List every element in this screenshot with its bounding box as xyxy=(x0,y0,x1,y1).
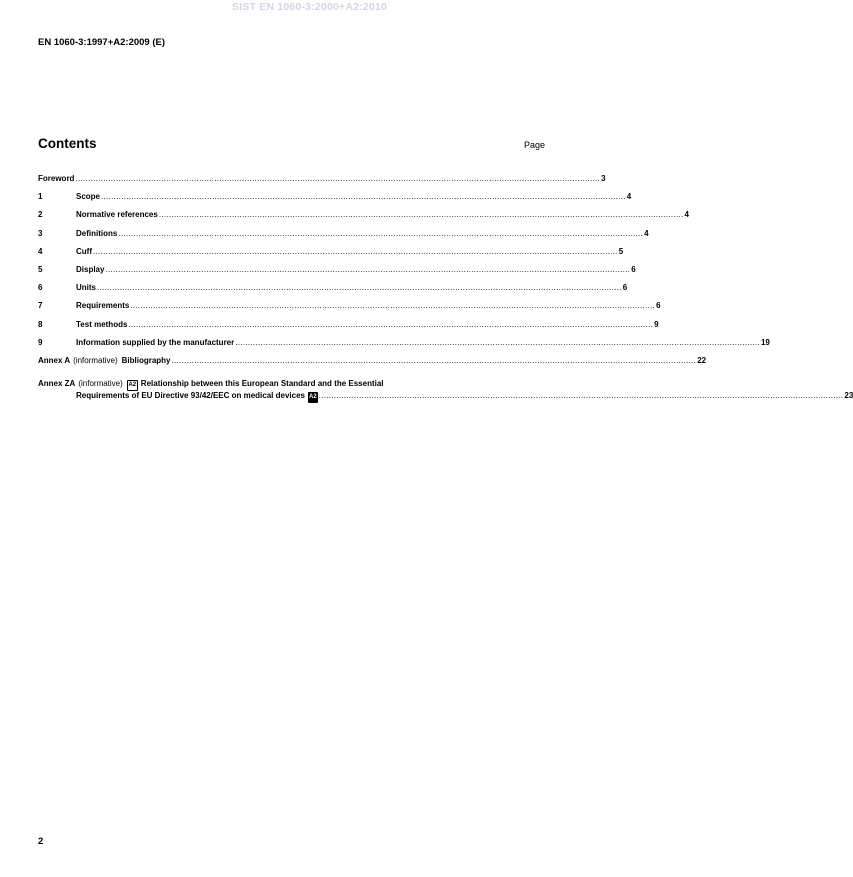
dot-leader: ................................................................................................................................................................................................................ xyxy=(101,192,626,202)
dot-leader: ................................................................................................................................................................................................................ xyxy=(75,174,601,183)
toc-entry-page: 4 xyxy=(626,192,632,202)
toc-entry-page: 22 xyxy=(697,355,707,365)
toc-entry-page: 23 xyxy=(844,391,853,401)
toc-entry-clause[interactable] xyxy=(38,210,689,228)
watermark: SIST EN 1060-3:2000+A2:2010 xyxy=(231,1,388,13)
toc-entry-title: Units xyxy=(76,283,96,293)
contents-heading: Contents xyxy=(38,136,97,151)
dot-leader: ................................................................................................................................................................................................................ xyxy=(97,283,622,293)
toc-entry-title: Display xyxy=(76,264,105,274)
dot-leader: ................................................................................................................................................................................................................ xyxy=(93,246,618,256)
dot-leader: ................................................................................................................................................................................................................ xyxy=(130,301,656,311)
toc-entry-clause[interactable] xyxy=(38,264,636,283)
dot-leader: ................................................................................................................................................................................................................ xyxy=(318,391,844,401)
toc-entry-annex-za[interactable] xyxy=(38,379,853,403)
toc-entry-title: Requirements xyxy=(76,301,130,311)
toc-entry-title: Normative references xyxy=(76,210,158,220)
toc-entry-title: Foreword xyxy=(38,174,75,183)
table-of-contents xyxy=(38,174,853,403)
toc-entry-title: Information supplied by the manufacturer xyxy=(76,337,235,347)
toc-entry-title: Cuff xyxy=(76,246,92,256)
toc-entry-title: Test methods xyxy=(76,319,128,329)
dot-leader: ................................................................................................................................................................................................................ xyxy=(105,264,631,274)
page-number: 2 xyxy=(38,836,44,847)
annex-label: Annex ZA xyxy=(38,379,76,389)
page-column-label: Page xyxy=(523,140,545,150)
toc-entry-page: 6 xyxy=(656,301,661,311)
dot-leader: ................................................................................................................................................................................................................ xyxy=(235,337,760,347)
toc-entry-clause[interactable] xyxy=(38,319,659,338)
toc-entry-page: 4 xyxy=(644,228,649,238)
toc-entry-page: 3 xyxy=(601,174,606,183)
document-identifier: EN 1060-3:1997+A2:2009 (E) xyxy=(38,37,166,48)
dot-leader: ................................................................................................................................................................................................................ xyxy=(158,210,684,220)
toc-entry-clause[interactable] xyxy=(38,337,770,356)
toc-entry-number: 3 xyxy=(38,228,43,238)
toc-entry-number: 1 xyxy=(38,192,43,202)
toc-entry-title: Scope xyxy=(76,192,101,202)
toc-entry-number: 4 xyxy=(38,246,43,256)
toc-entry-page: 6 xyxy=(631,264,636,274)
toc-entry-clause[interactable] xyxy=(38,301,661,319)
dot-leader: ................................................................................................................................................................................................................ xyxy=(128,319,654,329)
toc-entry-number: 2 xyxy=(38,210,43,220)
toc-entry-title-line1: Relationship between this European Standard and the Essential xyxy=(140,379,384,389)
toc-entry-page: 4 xyxy=(684,210,689,220)
toc-entry-page: 5 xyxy=(618,246,624,256)
annex-note: (informative) xyxy=(73,355,118,365)
toc-entry-title: Definitions xyxy=(76,228,118,238)
toc-entry-number: 7 xyxy=(38,301,43,311)
toc-entry-page: 6 xyxy=(622,283,628,293)
toc-entry-clause[interactable] xyxy=(38,246,624,265)
toc-entry-number: 5 xyxy=(38,264,43,274)
amendment-start-icon: A2 xyxy=(127,380,138,391)
dot-leader: ................................................................................................................................................................................................................ xyxy=(118,228,644,238)
toc-entry-page: 19 xyxy=(760,337,770,347)
toc-entry-clause[interactable] xyxy=(38,283,628,301)
toc-entry-number: 8 xyxy=(38,319,43,329)
toc-entry-clause[interactable] xyxy=(38,228,649,247)
toc-entry-number: 9 xyxy=(38,337,43,347)
toc-entry-title-line2: Requirements of EU Directive 93/42/EEC on medical devices xyxy=(76,391,305,401)
annex-note: (informative) xyxy=(78,379,123,389)
amendment-end-icon: A2 xyxy=(308,392,318,403)
toc-entry-number: 6 xyxy=(38,283,43,293)
annex-label: Annex A xyxy=(38,355,71,365)
toc-entry-clause[interactable] xyxy=(38,192,632,210)
toc-entry-foreword[interactable] xyxy=(38,174,606,192)
dot-leader: ................................................................................................................................................................................................................ xyxy=(171,355,697,365)
toc-entry-annex-a[interactable] xyxy=(38,355,707,374)
toc-entry-page: 9 xyxy=(654,319,659,329)
toc-entry-title: Bibliography xyxy=(121,355,171,365)
